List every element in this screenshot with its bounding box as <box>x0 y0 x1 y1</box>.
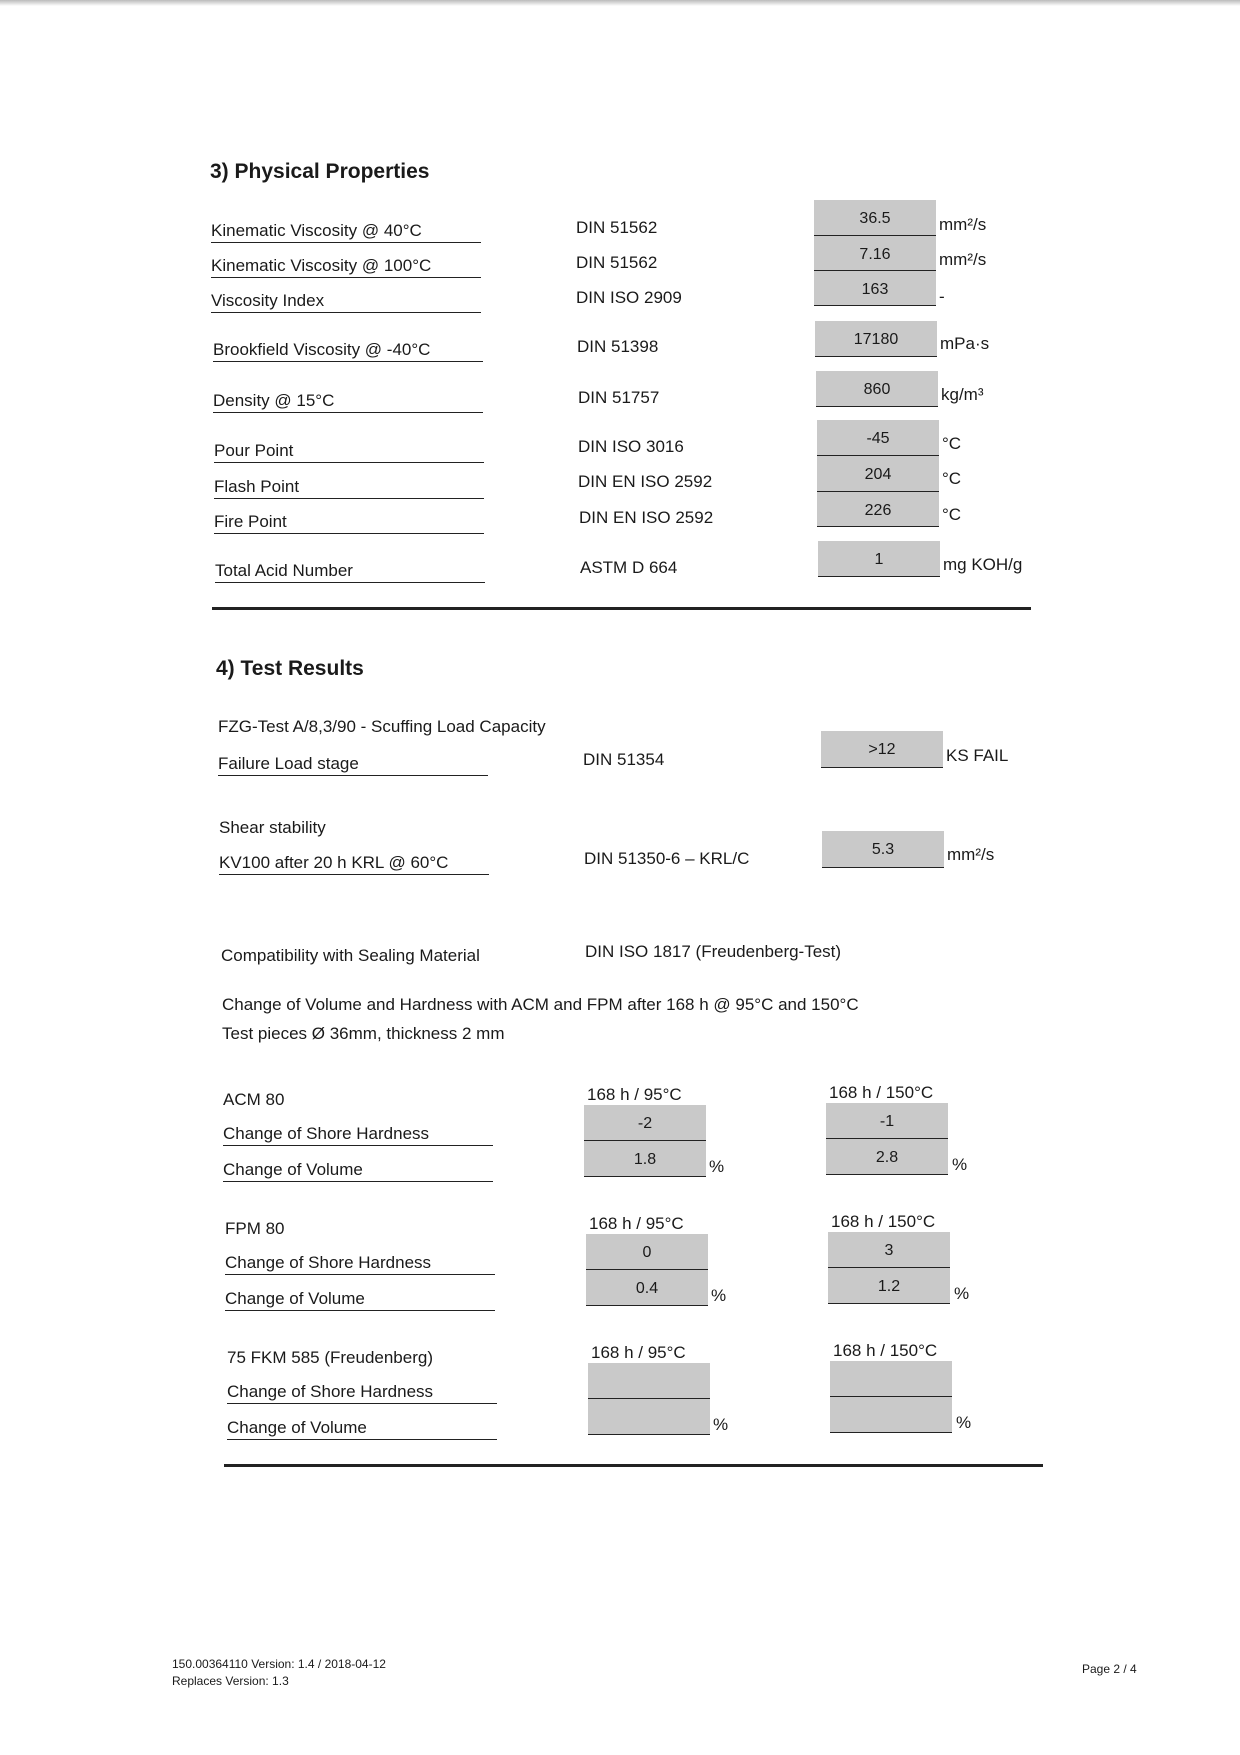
hardness-150-value: -1 <box>826 1103 948 1139</box>
fzg-label: Failure Load stage <box>218 754 488 776</box>
col-header-150: 168 h / 150°C <box>831 1212 936 1231</box>
volume-label: Change of Volume <box>227 1418 497 1440</box>
volume-label: Change of Volume <box>223 1160 493 1182</box>
pct-unit: % <box>709 1157 725 1176</box>
row-value: 226 <box>817 492 939 527</box>
row-unit: mm²/s <box>939 250 987 269</box>
hardness-150-value: 3 <box>828 1232 950 1268</box>
volume-95-value: 0.4 <box>586 1270 708 1306</box>
row-value: 860 <box>816 371 938 407</box>
fzg-method: DIN 51354 <box>583 750 665 769</box>
row-method: ASTM D 664 <box>580 558 678 577</box>
col-header-150: 168 h / 150°C <box>829 1083 934 1102</box>
pct-unit: % <box>956 1413 972 1432</box>
row-method: DIN 51562 <box>576 218 658 237</box>
row-value: 36.5 <box>814 200 936 236</box>
volume-150-value <box>830 1397 952 1433</box>
section-physical-heading: 3) Physical Properties <box>210 160 430 183</box>
row-unit: - <box>939 287 945 306</box>
hardness-label: Change of Shore Hardness <box>227 1382 497 1404</box>
row-unit: mg KOH/g <box>943 555 1023 574</box>
row-value: 1 <box>818 541 940 577</box>
seal-title: Compatibility with Sealing Material <box>221 946 480 965</box>
seal-method: DIN ISO 1817 (Freudenberg-Test) <box>585 942 842 961</box>
footer-page-number: Page 2 / 4 <box>1082 1662 1137 1676</box>
row-label: Brookfield Viscosity @ -40°C <box>213 340 483 362</box>
fzg-value: >12 <box>821 731 943 768</box>
row-unit: °C <box>942 505 962 524</box>
shear-label: KV100 after 20 h KRL @ 60°C <box>219 853 489 875</box>
col-header-95: 168 h / 95°C <box>589 1214 684 1233</box>
hardness-95-value <box>588 1363 710 1399</box>
volume-150-value: 2.8 <box>826 1139 948 1175</box>
section-tests-heading: 4) Test Results <box>216 657 364 680</box>
pct-unit: % <box>711 1286 727 1305</box>
volume-label: Change of Volume <box>225 1289 495 1311</box>
volume-95-value <box>588 1399 710 1435</box>
row-value: 163 <box>814 271 936 306</box>
row-label: Kinematic Viscosity @ 100°C <box>211 256 481 278</box>
section-divider <box>224 1464 1043 1467</box>
shear-method: DIN 51350-6 – KRL/C <box>584 849 750 868</box>
footer-version: 150.00364110 Version: 1.4 / 2018-04-12 <box>172 1657 386 1671</box>
hardness-95-value: -2 <box>584 1105 706 1141</box>
group-name: ACM 80 <box>223 1090 285 1109</box>
row-unit: °C <box>942 469 962 488</box>
hardness-label: Change of Shore Hardness <box>225 1253 495 1275</box>
pct-unit: % <box>713 1415 729 1434</box>
seal-description: Change of Volume and Hardness with ACM and FPM after 168 h @ 95°C and 150°C <box>222 995 859 1014</box>
row-label: Total Acid Number <box>215 561 485 583</box>
col-header-150: 168 h / 150°C <box>833 1341 938 1360</box>
row-label: Density @ 15°C <box>213 391 483 413</box>
section-divider <box>212 607 1031 610</box>
row-label: Pour Point <box>214 441 484 463</box>
shear-value: 5.3 <box>822 831 944 868</box>
volume-150-value: 1.2 <box>828 1268 950 1304</box>
row-value: 204 <box>817 456 939 492</box>
hardness-95-value: 0 <box>586 1234 708 1270</box>
row-label: Flash Point <box>214 477 484 499</box>
fzg-unit: KS FAIL <box>946 746 1009 765</box>
group-name: 75 FKM 585 (Freudenberg) <box>227 1348 433 1367</box>
row-unit: kg/m³ <box>941 385 984 404</box>
group-name: FPM 80 <box>225 1219 285 1238</box>
fzg-title: FZG-Test A/8,3/90 - Scuffing Load Capacity <box>218 717 546 736</box>
footer-replaces: Replaces Version: 1.3 <box>172 1674 289 1688</box>
row-label: Kinematic Viscosity @ 40°C <box>211 221 481 243</box>
shear-title: Shear stability <box>219 818 326 837</box>
col-header-95: 168 h / 95°C <box>591 1343 686 1362</box>
row-method: DIN ISO 3016 <box>578 437 684 456</box>
row-unit: mm²/s <box>939 215 987 234</box>
pct-unit: % <box>952 1155 968 1174</box>
row-value: 17180 <box>815 321 937 357</box>
row-unit: mPa·s <box>940 334 990 353</box>
seal-test-pieces: Test pieces Ø 36mm, thickness 2 mm <box>222 1024 505 1043</box>
row-method: DIN 51562 <box>576 253 658 272</box>
volume-95-value: 1.8 <box>584 1141 706 1177</box>
col-header-95: 168 h / 95°C <box>587 1085 682 1104</box>
row-method: DIN 51757 <box>578 388 660 407</box>
hardness-150-value <box>830 1361 952 1397</box>
row-label: Fire Point <box>214 512 484 534</box>
row-method: DIN 51398 <box>577 337 659 356</box>
row-value: 7.16 <box>814 236 936 271</box>
row-method: DIN EN ISO 2592 <box>579 508 714 527</box>
row-value: -45 <box>817 420 939 456</box>
hardness-label: Change of Shore Hardness <box>223 1124 493 1146</box>
shear-unit: mm²/s <box>947 845 995 864</box>
scan-top-edge <box>0 0 1240 6</box>
row-method: DIN ISO 2909 <box>576 288 682 307</box>
pct-unit: % <box>954 1284 970 1303</box>
row-unit: °C <box>942 434 962 453</box>
row-method: DIN EN ISO 2592 <box>578 472 713 491</box>
row-label: Viscosity Index <box>211 291 481 313</box>
